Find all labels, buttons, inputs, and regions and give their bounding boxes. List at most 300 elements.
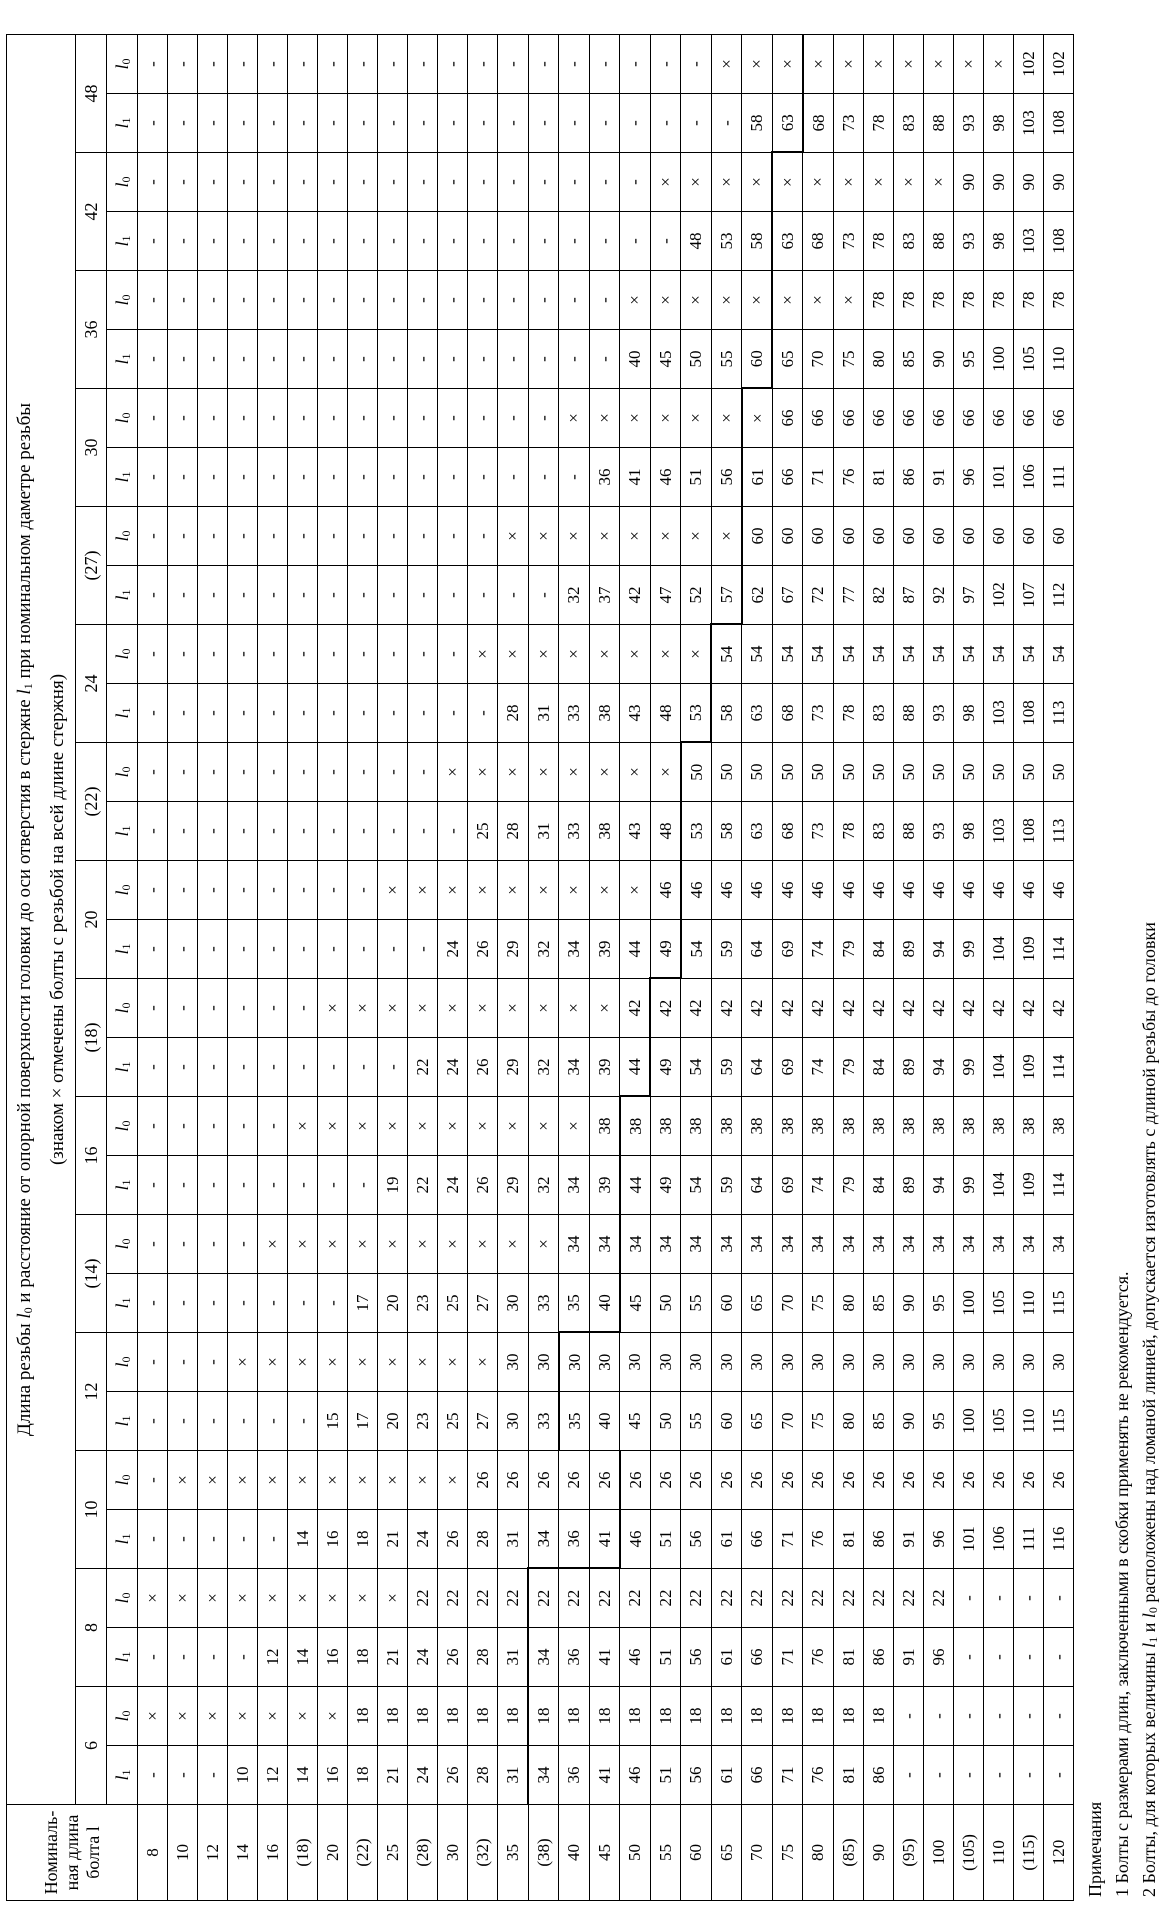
- value-cell: -: [288, 802, 318, 861]
- value-cell: 22: [893, 1569, 923, 1628]
- note-1: 1 Болты с размерами длин, заключенными в скобки применять не рекомендуется.: [1112, 1271, 1132, 1897]
- value-cell: 26: [681, 1451, 712, 1510]
- value-cell: 42: [742, 979, 773, 1038]
- value-cell: ×: [378, 1451, 408, 1510]
- value-cell: -: [348, 625, 378, 684]
- value-cell: 34: [833, 1215, 863, 1274]
- value-cell: -: [348, 153, 378, 212]
- value-cell: 91: [893, 1510, 923, 1569]
- value-cell: 30: [559, 1333, 590, 1392]
- value-cell: -: [528, 35, 559, 94]
- value-cell: 103: [983, 684, 1013, 743]
- value-cell: 75: [803, 1392, 834, 1451]
- value-cell: ×: [168, 1569, 198, 1628]
- value-cell: ×: [138, 1569, 168, 1628]
- note-2-l1: l1: [1139, 1636, 1160, 1648]
- value-cell: -: [468, 566, 498, 625]
- value-cell: 54: [803, 625, 834, 684]
- value-cell: 42: [1043, 979, 1073, 1038]
- value-cell: 61: [711, 1510, 742, 1569]
- value-cell: -: [378, 94, 408, 153]
- value-cell: 56: [681, 1510, 712, 1569]
- value-cell: 42: [983, 979, 1013, 1038]
- value-cell: ×: [228, 1333, 258, 1392]
- value-cell: -: [318, 1038, 348, 1097]
- value-cell: 112: [1043, 566, 1073, 625]
- value-cell: 60: [833, 507, 863, 566]
- value-cell: ×: [228, 1569, 258, 1628]
- value-cell: -: [288, 389, 318, 448]
- value-cell: 50: [953, 743, 983, 802]
- value-cell: -: [498, 212, 529, 271]
- nominal-length-cell: 45: [589, 1805, 620, 1901]
- value-cell: ×: [923, 153, 953, 212]
- value-cell: ×: [468, 743, 498, 802]
- value-cell: -: [198, 507, 228, 566]
- value-cell: 28: [498, 802, 529, 861]
- value-cell: ×: [589, 389, 620, 448]
- value-cell: 64: [742, 1156, 773, 1215]
- value-cell: 100: [953, 1392, 983, 1451]
- value-cell: ×: [772, 271, 803, 330]
- value-cell: -: [408, 271, 438, 330]
- value-cell: 46: [953, 861, 983, 920]
- value-cell: 38: [833, 1097, 863, 1156]
- value-cell: 55: [681, 1392, 712, 1451]
- value-cell: 30: [1043, 1333, 1073, 1392]
- value-cell: -: [348, 861, 378, 920]
- value-cell: 98: [983, 212, 1013, 271]
- value-cell: ×: [681, 625, 712, 684]
- table-row: [803, 35, 834, 1901]
- value-cell: 90: [1043, 153, 1073, 212]
- value-cell: -: [228, 35, 258, 94]
- value-cell: -: [168, 920, 198, 979]
- value-cell: 22: [620, 1569, 651, 1628]
- nominal-length-cell: 90: [863, 1805, 893, 1901]
- value-cell: ×: [468, 1097, 498, 1156]
- value-cell: ×: [742, 153, 773, 212]
- value-cell: -: [228, 507, 258, 566]
- value-cell: -: [198, 920, 228, 979]
- value-cell: 38: [742, 1097, 773, 1156]
- value-cell: 86: [863, 1510, 893, 1569]
- value-cell: -: [228, 212, 258, 271]
- value-cell: 26: [953, 1451, 983, 1510]
- value-cell: ×: [498, 743, 529, 802]
- value-cell: 22: [408, 1156, 438, 1215]
- value-cell: 28: [468, 1746, 498, 1805]
- value-cell: 50: [772, 743, 803, 802]
- value-cell: -: [378, 448, 408, 507]
- value-cell: ×: [711, 35, 742, 94]
- value-cell: -: [258, 94, 288, 153]
- value-cell: 26: [438, 1628, 468, 1687]
- value-cell: 72: [803, 566, 834, 625]
- value-cell: -: [198, 1746, 228, 1805]
- l1-subheader: l1: [107, 212, 138, 271]
- value-cell: 50: [742, 743, 773, 802]
- value-cell: -: [378, 153, 408, 212]
- value-cell: -: [258, 625, 288, 684]
- value-cell: -: [498, 330, 529, 389]
- value-cell: -: [258, 389, 288, 448]
- value-cell: 22: [833, 1569, 863, 1628]
- value-cell: -: [468, 448, 498, 507]
- value-cell: -: [589, 330, 620, 389]
- value-cell: 85: [863, 1274, 893, 1333]
- value-cell: 54: [1043, 625, 1073, 684]
- value-cell: 84: [863, 1156, 893, 1215]
- value-cell: 22: [559, 1569, 590, 1628]
- value-cell: -: [288, 507, 318, 566]
- value-cell: -: [348, 1038, 378, 1097]
- nominal-length-cell: 65: [711, 1805, 742, 1901]
- value-cell: 100: [983, 330, 1013, 389]
- value-cell: -: [468, 212, 498, 271]
- value-cell: ×: [498, 979, 529, 1038]
- value-cell: ×: [318, 1215, 348, 1274]
- value-cell: 24: [408, 1628, 438, 1687]
- value-cell: -: [288, 1038, 318, 1097]
- value-cell: -: [138, 1333, 168, 1392]
- value-cell: 42: [681, 979, 712, 1038]
- value-cell: -: [168, 1333, 198, 1392]
- l0-subheader: l0: [107, 743, 138, 802]
- value-cell: 54: [1013, 625, 1043, 684]
- value-cell: -: [318, 271, 348, 330]
- value-cell: 38: [772, 1097, 803, 1156]
- value-cell: -: [559, 94, 590, 153]
- value-cell: 42: [863, 979, 893, 1038]
- nominal-length-cell: (28): [408, 1805, 438, 1901]
- value-cell: -: [348, 743, 378, 802]
- l0-subheader: l0: [107, 1333, 138, 1392]
- value-cell: -: [348, 271, 378, 330]
- table-row: [498, 35, 529, 1901]
- value-cell: -: [468, 271, 498, 330]
- value-cell: -: [288, 1392, 318, 1451]
- value-cell: 54: [953, 625, 983, 684]
- value-cell: -: [348, 330, 378, 389]
- nominal-length-cell: 16: [258, 1805, 288, 1901]
- l1-subheader: l1: [107, 1274, 138, 1333]
- value-cell: -: [228, 94, 258, 153]
- l0-subheader: l0: [107, 35, 138, 94]
- value-cell: 46: [983, 861, 1013, 920]
- value-cell: 16: [318, 1628, 348, 1687]
- value-cell: -: [138, 507, 168, 566]
- value-cell: ×: [408, 979, 438, 1038]
- value-cell: 104: [983, 920, 1013, 979]
- value-cell: 44: [620, 1156, 651, 1215]
- l1-subheader: l1: [107, 566, 138, 625]
- value-cell: 14: [288, 1746, 318, 1805]
- value-cell: ×: [681, 389, 712, 448]
- l0-subheader: l0: [107, 861, 138, 920]
- value-cell: -: [288, 35, 318, 94]
- value-cell: -: [138, 1451, 168, 1510]
- l0-subheader: l0: [107, 979, 138, 1038]
- value-cell: 46: [681, 861, 712, 920]
- value-cell: 36: [559, 1510, 590, 1569]
- value-cell: 54: [923, 625, 953, 684]
- value-cell: 74: [803, 920, 834, 979]
- value-cell: 60: [711, 1392, 742, 1451]
- value-cell: 63: [742, 802, 773, 861]
- note-2: [1136, 17, 1167, 1897]
- value-cell: -: [228, 802, 258, 861]
- value-cell: 105: [1013, 330, 1043, 389]
- value-cell: -: [438, 35, 468, 94]
- value-cell: 50: [681, 330, 712, 389]
- value-cell: -: [408, 94, 438, 153]
- value-cell: 93: [953, 212, 983, 271]
- value-cell: -: [258, 330, 288, 389]
- diameter-header: 20: [76, 861, 107, 979]
- value-cell: 106: [1013, 448, 1043, 507]
- value-cell: 99: [953, 920, 983, 979]
- value-cell: -: [408, 389, 438, 448]
- value-cell: 41: [589, 1628, 620, 1687]
- value-cell: 26: [589, 1451, 620, 1510]
- value-cell: ×: [408, 861, 438, 920]
- value-cell: 78: [863, 212, 893, 271]
- value-cell: -: [228, 330, 258, 389]
- value-cell: 22: [438, 1569, 468, 1628]
- value-cell: 34: [559, 920, 590, 979]
- value-cell: ×: [198, 1451, 228, 1510]
- value-cell: 26: [1013, 1451, 1043, 1510]
- value-cell: 82: [863, 566, 893, 625]
- l1-subheader: l1: [107, 920, 138, 979]
- value-cell: 66: [742, 1746, 773, 1805]
- value-cell: 116: [1043, 1510, 1073, 1569]
- value-cell: ×: [711, 271, 742, 330]
- value-cell: ×: [498, 861, 529, 920]
- value-cell: -: [498, 94, 529, 153]
- value-cell: -: [681, 94, 712, 153]
- value-cell: -: [168, 212, 198, 271]
- value-cell: -: [318, 743, 348, 802]
- value-cell: 80: [863, 330, 893, 389]
- value-cell: 18: [711, 1687, 742, 1746]
- value-cell: -: [258, 212, 288, 271]
- value-cell: -: [138, 802, 168, 861]
- value-cell: ×: [468, 1215, 498, 1274]
- value-cell: -: [228, 1274, 258, 1333]
- value-cell: 93: [923, 684, 953, 743]
- value-cell: -: [620, 212, 651, 271]
- value-cell: 24: [408, 1746, 438, 1805]
- value-cell: 71: [803, 448, 834, 507]
- value-cell: -: [498, 153, 529, 212]
- value-cell: ×: [528, 507, 559, 566]
- value-cell: 30: [863, 1333, 893, 1392]
- value-cell: 66: [1043, 389, 1073, 448]
- value-cell: 40: [620, 330, 651, 389]
- value-cell: 68: [772, 802, 803, 861]
- value-cell: -: [559, 330, 590, 389]
- value-cell: 54: [681, 1156, 712, 1215]
- value-cell: 64: [742, 1038, 773, 1097]
- value-cell: 56: [681, 1746, 712, 1805]
- value-cell: 18: [348, 1687, 378, 1746]
- value-cell: 110: [1013, 1392, 1043, 1451]
- value-cell: 40: [589, 1392, 620, 1451]
- value-cell: 79: [833, 1038, 863, 1097]
- value-cell: ×: [681, 153, 712, 212]
- value-cell: 90: [893, 1274, 923, 1333]
- value-cell: 44: [620, 1038, 651, 1097]
- value-cell: -: [228, 625, 258, 684]
- value-cell: 30: [711, 1333, 742, 1392]
- value-cell: -: [650, 212, 681, 271]
- value-cell: -: [168, 35, 198, 94]
- value-cell: ×: [803, 153, 834, 212]
- value-cell: 32: [528, 920, 559, 979]
- value-cell: 38: [589, 802, 620, 861]
- value-cell: -: [168, 979, 198, 1038]
- value-cell: ×: [681, 507, 712, 566]
- table-row: [772, 35, 803, 1901]
- value-cell: 60: [772, 507, 803, 566]
- value-cell: 80: [833, 1392, 863, 1451]
- value-cell: 42: [650, 979, 681, 1038]
- value-cell: 34: [772, 1215, 803, 1274]
- value-cell: ×: [559, 861, 590, 920]
- nominal-length-cell: (95): [893, 1805, 923, 1901]
- value-cell: 46: [893, 861, 923, 920]
- nominal-length-cell: 80: [803, 1805, 834, 1901]
- value-cell: ×: [772, 35, 803, 94]
- value-cell: -: [168, 684, 198, 743]
- value-cell: 43: [620, 684, 651, 743]
- value-cell: 102: [1013, 35, 1043, 94]
- value-cell: 43: [620, 802, 651, 861]
- value-cell: 54: [983, 625, 1013, 684]
- value-cell: 26: [438, 1746, 468, 1805]
- value-cell: 66: [1013, 389, 1043, 448]
- value-cell: -: [288, 566, 318, 625]
- value-cell: -: [378, 802, 408, 861]
- value-cell: -: [138, 1156, 168, 1215]
- value-cell: 111: [1013, 1510, 1043, 1569]
- value-cell: -: [138, 1097, 168, 1156]
- value-cell: -: [348, 566, 378, 625]
- value-cell: ×: [468, 861, 498, 920]
- value-cell: 60: [803, 507, 834, 566]
- value-cell: 26: [559, 1451, 590, 1510]
- value-cell: 24: [438, 1156, 468, 1215]
- value-cell: -: [318, 330, 348, 389]
- l0-subheader: l0: [107, 1097, 138, 1156]
- value-cell: 27: [468, 1274, 498, 1333]
- value-cell: ×: [711, 507, 742, 566]
- value-cell: -: [983, 1569, 1013, 1628]
- value-cell: 42: [620, 566, 651, 625]
- value-cell: 22: [528, 1569, 559, 1628]
- value-cell: 110: [1043, 330, 1073, 389]
- value-cell: -: [528, 153, 559, 212]
- value-cell: 83: [863, 802, 893, 861]
- value-cell: 66: [772, 389, 803, 448]
- table-row: [650, 35, 681, 1901]
- value-cell: 78: [833, 684, 863, 743]
- value-cell: -: [168, 271, 198, 330]
- value-cell: -: [953, 1687, 983, 1746]
- value-cell: ×: [650, 625, 681, 684]
- value-cell: -: [198, 94, 228, 153]
- value-cell: ×: [288, 1451, 318, 1510]
- value-cell: -: [288, 861, 318, 920]
- value-cell: -: [438, 566, 468, 625]
- value-cell: 60: [893, 507, 923, 566]
- nominal-length-cell: 70: [742, 1805, 773, 1901]
- value-cell: 38: [620, 1097, 651, 1156]
- value-cell: 113: [1043, 684, 1073, 743]
- value-cell: ×: [438, 1097, 468, 1156]
- value-cell: -: [620, 94, 651, 153]
- value-cell: 30: [498, 1333, 529, 1392]
- value-cell: ×: [198, 1569, 228, 1628]
- value-cell: 58: [711, 684, 742, 743]
- value-cell: 88: [893, 802, 923, 861]
- value-cell: 18: [348, 1746, 378, 1805]
- value-cell: -: [378, 625, 408, 684]
- value-cell: -: [168, 153, 198, 212]
- value-cell: 90: [983, 153, 1013, 212]
- value-cell: 85: [893, 330, 923, 389]
- value-cell: -: [893, 1687, 923, 1746]
- value-cell: ×: [893, 153, 923, 212]
- notes: [1082, 17, 1167, 1897]
- value-cell: -: [438, 212, 468, 271]
- value-cell: 89: [893, 1038, 923, 1097]
- value-cell: ×: [620, 861, 651, 920]
- value-cell: -: [228, 389, 258, 448]
- value-cell: -: [318, 861, 348, 920]
- value-cell: -: [318, 802, 348, 861]
- table-row: [288, 35, 318, 1901]
- value-cell: 30: [681, 1333, 712, 1392]
- value-cell: ×: [348, 1569, 378, 1628]
- value-cell: 54: [893, 625, 923, 684]
- value-cell: -: [138, 448, 168, 507]
- value-cell: -: [168, 1628, 198, 1687]
- table-row: [468, 35, 498, 1901]
- value-cell: 88: [893, 684, 923, 743]
- value-cell: 18: [559, 1687, 590, 1746]
- value-cell: -: [468, 94, 498, 153]
- value-cell: -: [620, 153, 651, 212]
- value-cell: 73: [833, 212, 863, 271]
- value-cell: -: [408, 35, 438, 94]
- diameter-header: 8: [76, 1569, 107, 1687]
- value-cell: 58: [711, 802, 742, 861]
- value-cell: -: [1013, 1746, 1043, 1805]
- value-cell: ×: [589, 861, 620, 920]
- diameter-header: (14): [76, 1215, 107, 1333]
- table-row: [833, 35, 863, 1901]
- value-cell: -: [138, 212, 168, 271]
- value-cell: -: [228, 1510, 258, 1569]
- value-cell: 22: [408, 1038, 438, 1097]
- value-cell: 54: [833, 625, 863, 684]
- value-cell: 42: [923, 979, 953, 1038]
- value-cell: 74: [803, 1038, 834, 1097]
- value-cell: -: [408, 566, 438, 625]
